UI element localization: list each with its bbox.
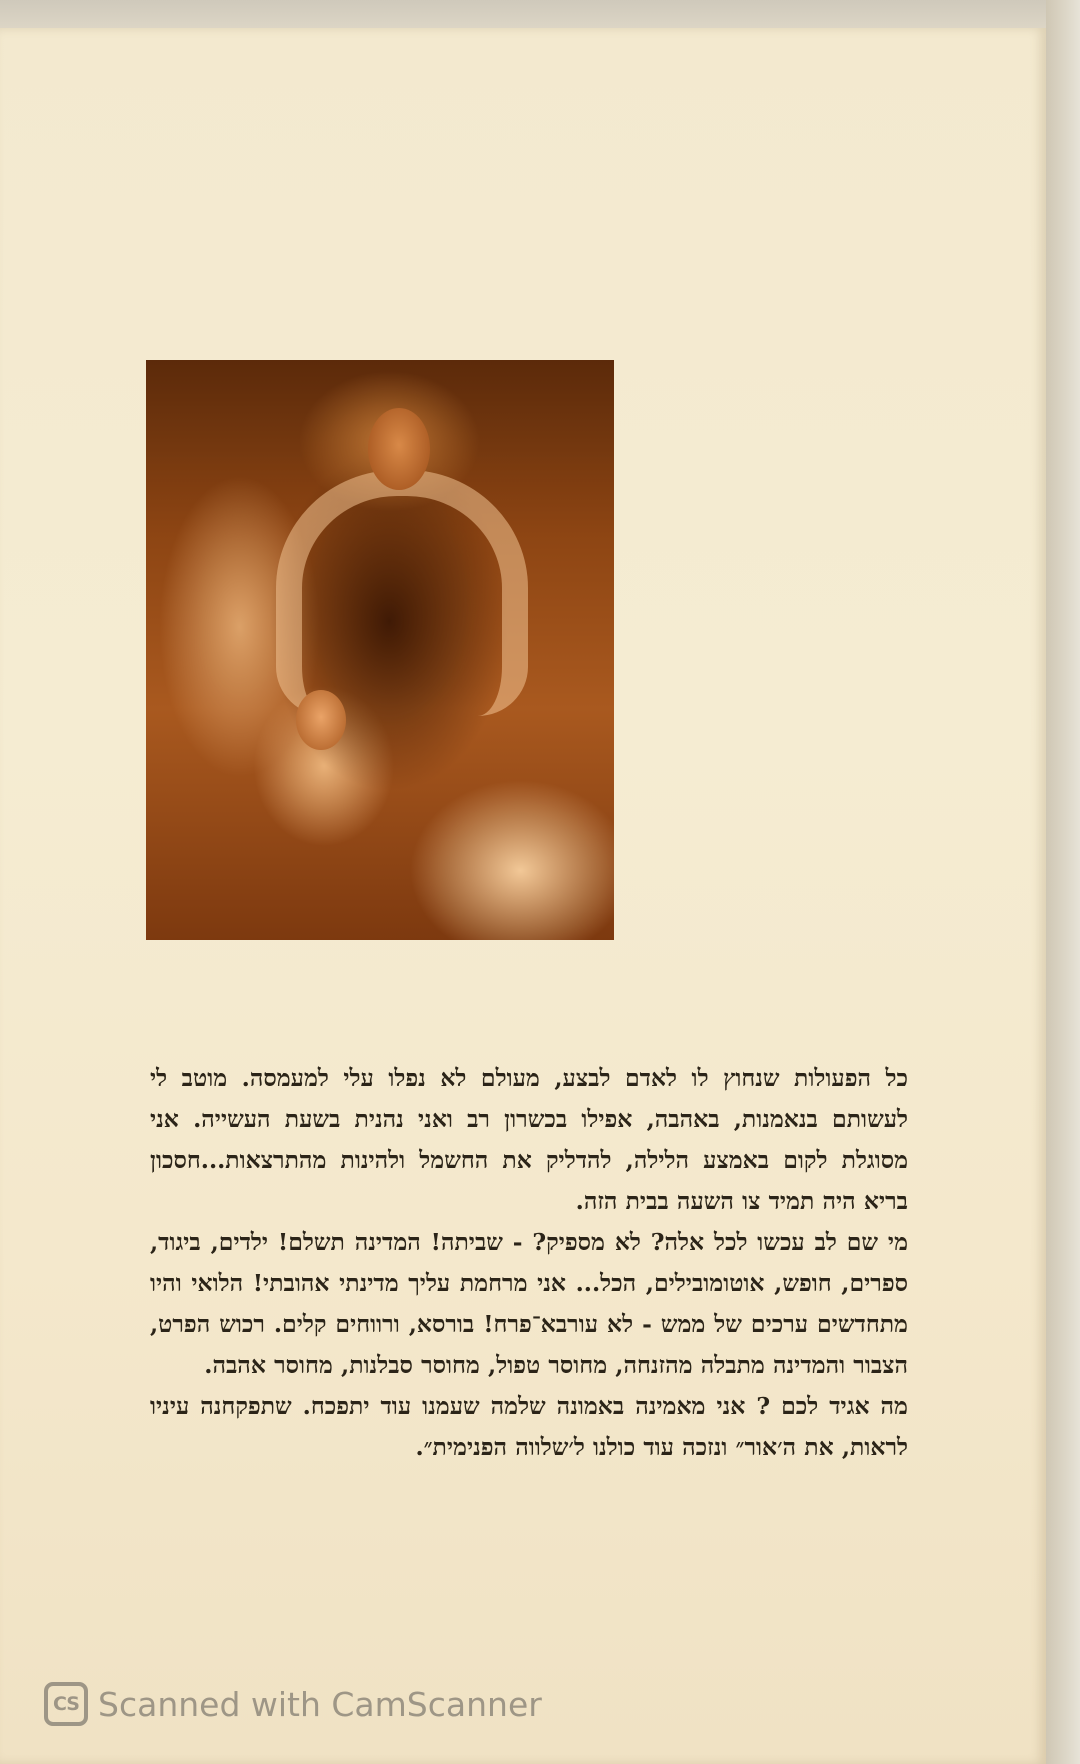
paragraph-3: מה אגיד לכם ? אני מאמינה באמונה שלמה שעמנו עוד יתפכח. שתפקחנה עיניו לראות, את ה׳אור״ ונזכה עוד כולנו ל׳שלווה הפנימית״. bbox=[150, 1392, 908, 1461]
watermark-text: Scanned with CamScanner bbox=[98, 1684, 542, 1724]
family-photo bbox=[146, 360, 614, 940]
camscanner-watermark bbox=[44, 1680, 542, 1728]
paragraph-2: מי שם לב עכשו לכל אלה? לא מספיק? - שביתה! המדינה תשלם! ילדים, ביגוד, ספרים, חופש, אוטומובילים, הכל... אני מרחמת עליך מדינתי אהובתי! הלואי והיו מתחדשים ערכים של ממש - לא עורבא־פרח! בורסא, ורווחים קלים. רכוש הפרט, הצבור והמדינה מתבלה מהזנחה, מחוסר טפול, מחוסר סבלנות, מחוסר אהבה. bbox=[150, 1228, 908, 1379]
camscanner-logo-icon: CS bbox=[44, 1682, 88, 1726]
book-page bbox=[0, 28, 1046, 1764]
adult-face bbox=[368, 408, 430, 490]
body-text bbox=[150, 1058, 908, 1468]
scan-right-background bbox=[1046, 0, 1080, 1764]
paragraph-1: כל הפעולות שנחוץ לו לאדם לבצע, מעולם לא נפלו עלי למעמסה. מוטב לי לעשותם בנאמנות, באהבה, אפילו בכשרון רב ואני נהנית בשעת העשייה. אני מסוגלת לקום באמצע הלילה, להדליק את החשמל ולהינות מהתרצאות...חסכון בריא היה תמיד צו השעה בבית הזה. bbox=[150, 1064, 908, 1215]
scan-top-background bbox=[0, 0, 1080, 30]
child-face bbox=[296, 690, 346, 750]
prayer-shawl-figure bbox=[276, 470, 528, 716]
